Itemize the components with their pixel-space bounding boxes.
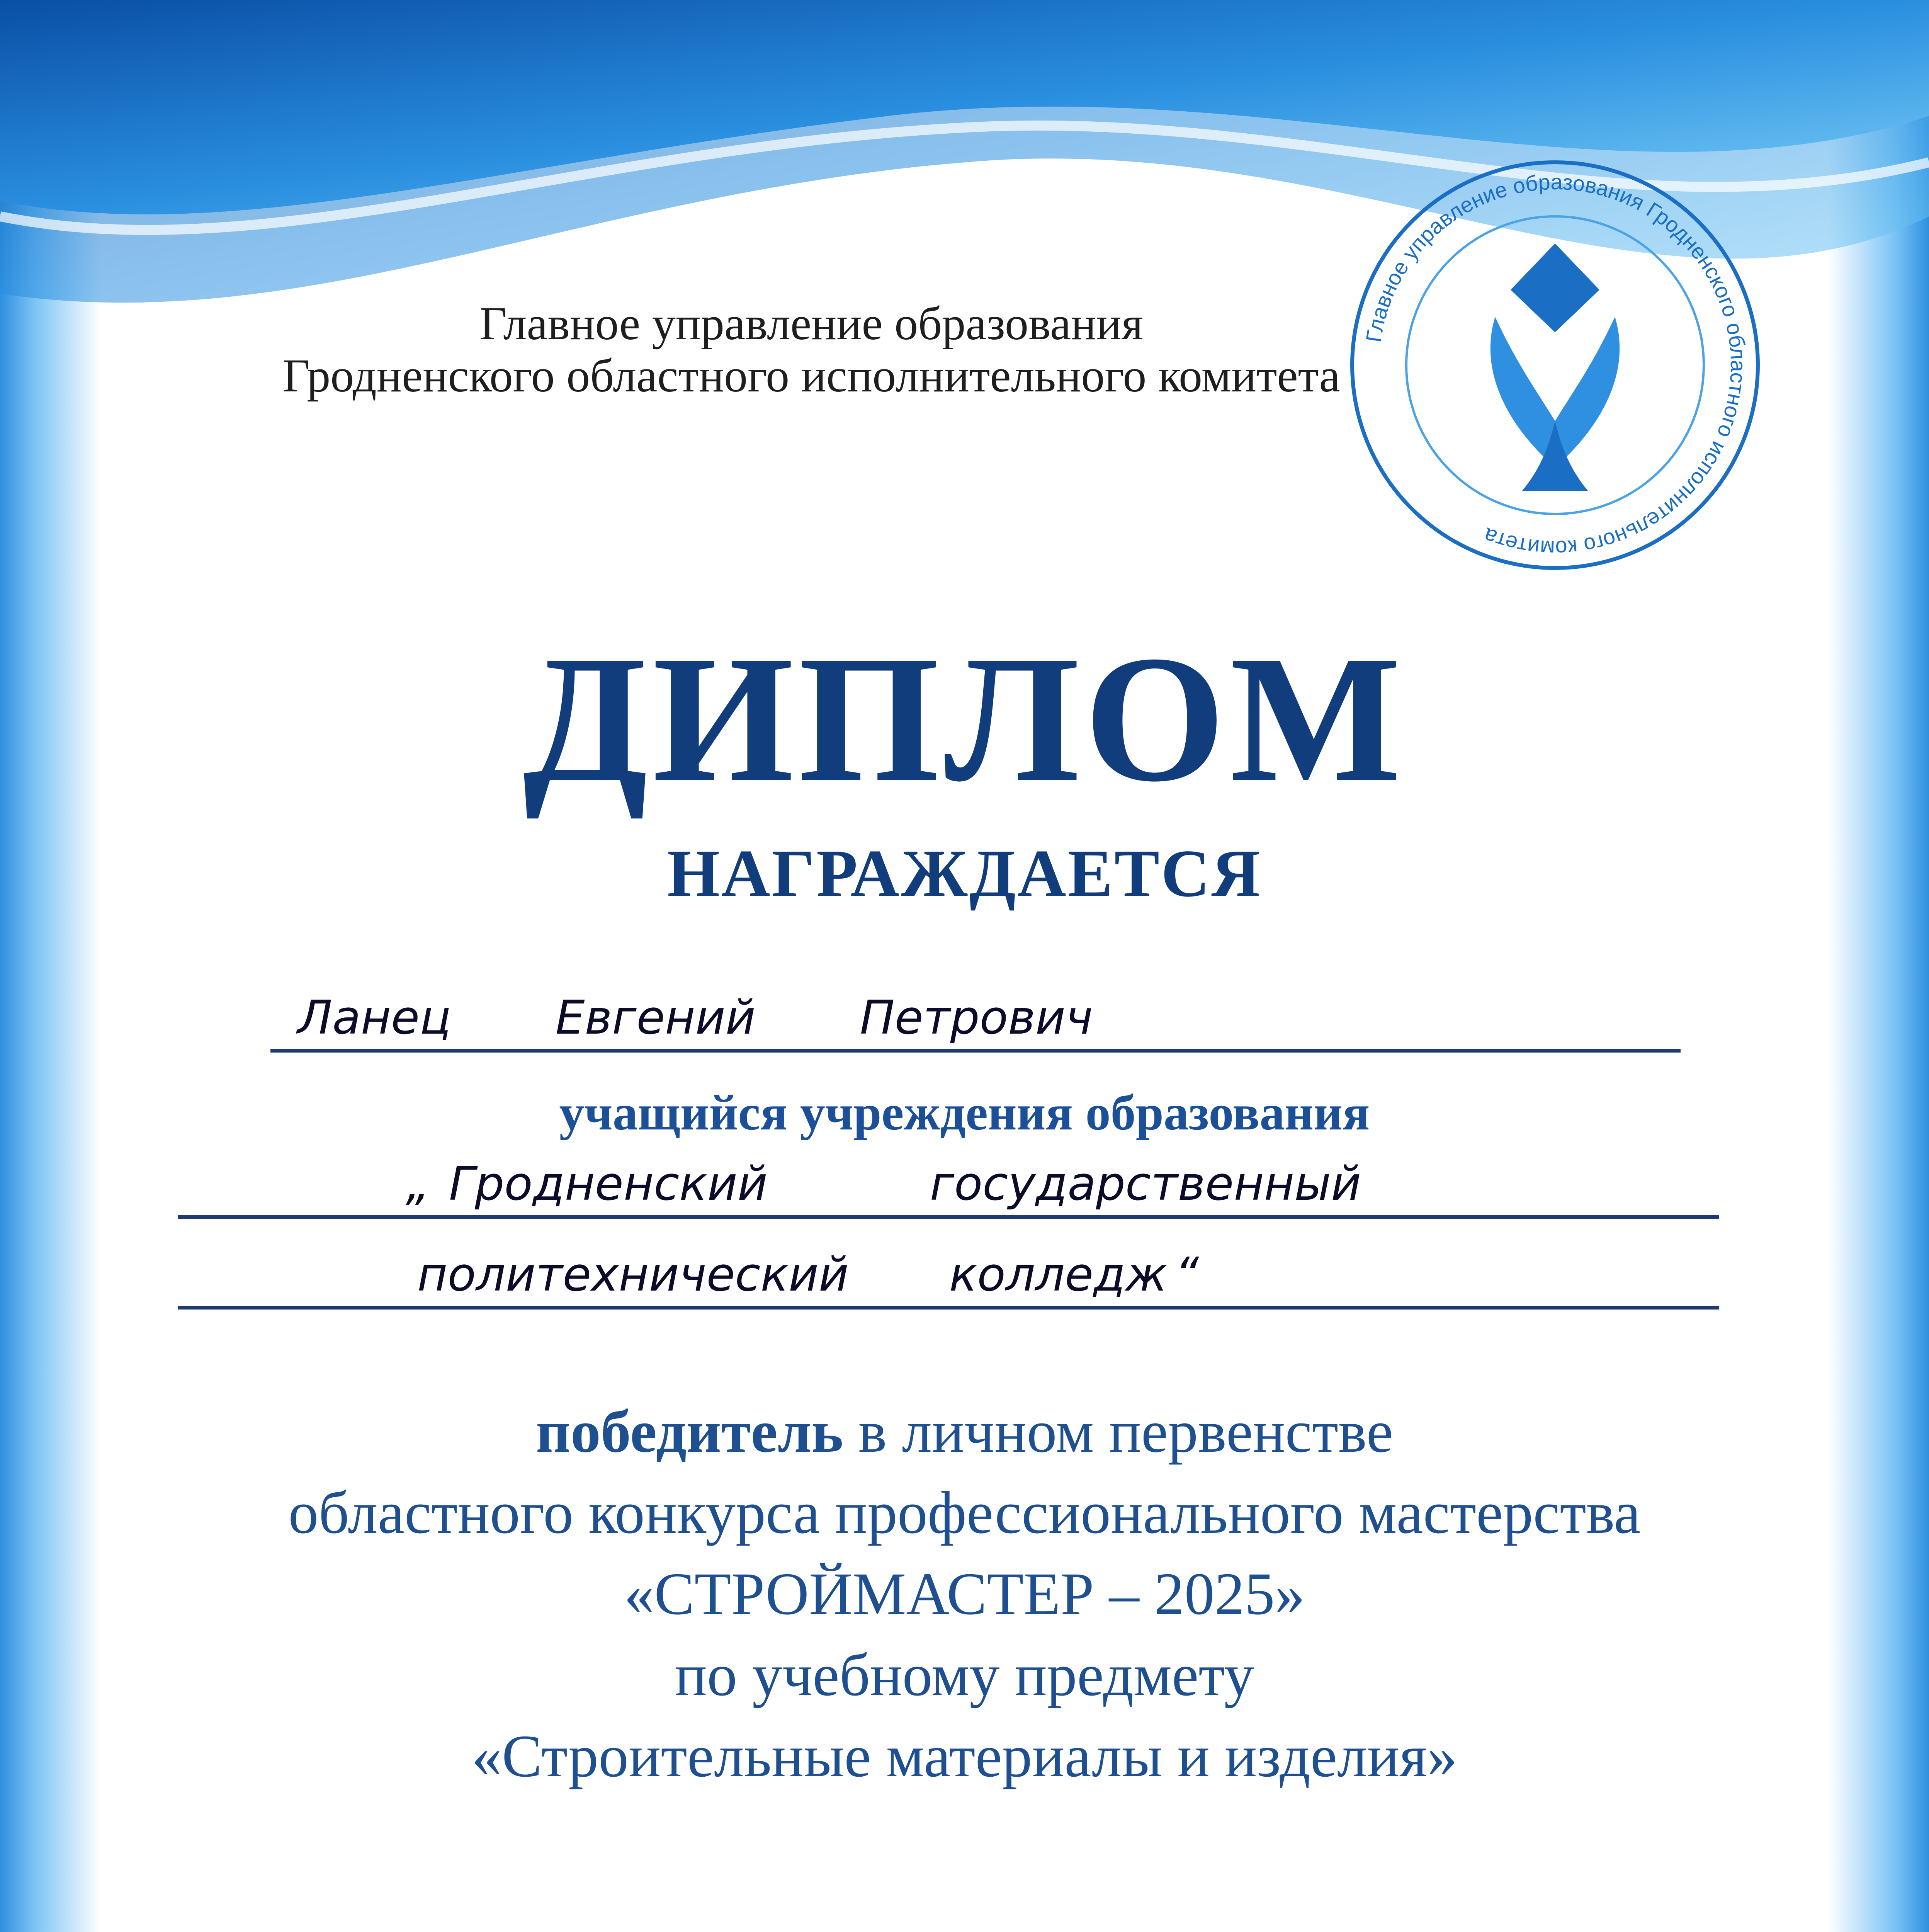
institution-close-quote: “ [1175,1248,1199,1302]
achievement-status: победитель [536,1398,843,1465]
document-title: ДИПЛОМ [523,618,1406,819]
name-underline [270,1049,1681,1053]
institution-word-4: колледж [949,1248,1168,1302]
awarded-label: НАГРАЖДАЕТСЯ [667,836,1262,911]
institution-word-2: государственный [930,1157,1361,1211]
achievement-line-2: областного конкурса профессионального мастерства [288,1479,1641,1546]
institution-open-quote: „ [406,1157,430,1211]
organization-line-2: Гродненского областного исполнительного комитета [282,350,1340,402]
achievement-text [0,1391,1929,1797]
organization-line-1: Главное управление образования [479,298,1143,350]
institution-underline-2 [178,1306,1719,1310]
emblem-ring-text: Главное управление образования Гродненского областного исполнительного комитета [1361,169,1751,561]
emblem-leaf-right [1555,317,1620,468]
achievement-line-1-rest: в личном первенстве [858,1398,1393,1465]
institution-word-3: политехнический [417,1248,849,1302]
institution-word-1: Гродненский [449,1157,768,1211]
institution-underline-1 [178,1215,1719,1219]
achievement-line-4: по учебному предмету [675,1641,1254,1708]
recipient-role: учащийся учреждения образования [559,1085,1370,1141]
recipient-patronymic: Петрович [860,991,1093,1045]
recipient-first-name: Евгений [555,991,756,1045]
institution-line-2 [417,1246,1199,1304]
emblem-diamond [1511,243,1599,332]
recipient-surname: Ланец [297,991,451,1045]
achievement-line-5: «Строительные материалы и изделия» [472,1723,1457,1789]
organization-name [116,298,1507,402]
recipient-name [297,989,1197,1047]
achievement-line-3: «СТРОЙМАСТЕР – 2025» [624,1560,1305,1627]
institution-line-1 [406,1155,1361,1213]
achievement-line-1 [0,1391,1929,1472]
